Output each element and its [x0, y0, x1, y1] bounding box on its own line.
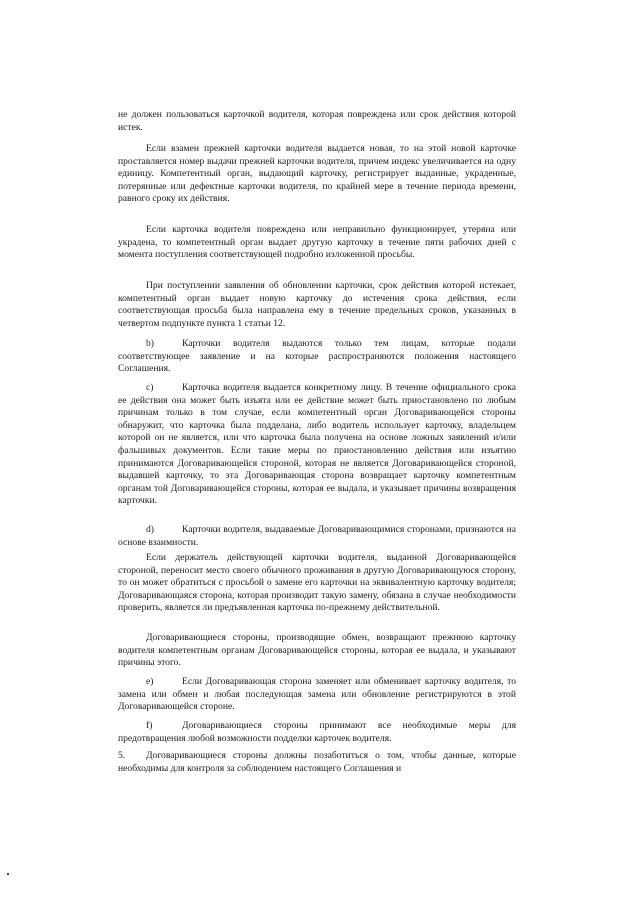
paragraph-c-label: c): [146, 382, 154, 393]
paragraph-card-holder-relocation: Если держатель действующей карточки водителя, выданной Договаривающейся стороной, переносит место своего обычного проживания в другую Договаривающуюся сторону, то он может обратиться с просьбой о замене его карточки на эквивалентную карточку водителя; Договаривающаяся сторона, которая производит такую замену, обязана в случае необходимости проверить, является ли предъявленная карточка по-прежнему действительной.: [118, 552, 516, 614]
paragraph-5: [118, 750, 516, 775]
paragraph-card-exchange: Договаривающиеся стороны, производящие обмен, возвращают прежнюю карточку водителя компетентным органам Договаривающейся стороны, которая ее выдала, и указывают причины этого.: [118, 632, 516, 669]
paragraph-b: [118, 338, 516, 376]
paragraph-continuation: не должен пользоваться карточкой водителя, которая повреждена или срок действия которой истек.: [118, 109, 516, 133]
paragraph-d-text: Карточки водителя, выдаваемые Договаривающимися сторонами, признаются на основе взаимности.: [118, 524, 516, 548]
paragraph-e: [118, 676, 516, 714]
paragraph-c: [118, 382, 516, 508]
paragraph-new-card-replacement: Если взамен прежней карточки водителя выдается новая, то на этой новой карточке проставляется номер выдачи прежней карточки водителя, причем индекс увеличивается на одну единицу. Компетентный орган, выдающий карточку, регистрирует выданные, украденные, потерянные или дефектные карточки водителя, по крайней мере в течение периода времени, равного сроку их действия.: [118, 143, 516, 205]
paragraph-card-renewal: При поступлении заявления об обновлении карточки, срок действия которой истекает, компетентный орган выдает новую карточку до истечения срока действия, если соответствующая просьба была направлена ему в течение предельных сроков, указанных в четвертом подпункте пункта 1 статьи 12.: [118, 280, 516, 329]
paragraph-d-label: d): [146, 524, 154, 535]
paragraph-e-label: e): [146, 676, 154, 687]
paragraph-e-text: Если Договаривающая сторона заменяет или обменивает карточку водителя, то замена или обмен и любая последующая замена или обновление регистрируются в этой Договаривающейся стороне.: [118, 676, 516, 713]
scan-mark: [7, 873, 9, 875]
paragraph-f-label: f): [146, 720, 153, 731]
paragraph-c-text: Карточка водителя выдается конкретному лицу. В течение официального срока ее действия она может быть изъята или ее действие может быть приостановлено по любым причинам только в том случае, если компетентный орган Договаривающейся стороны обнаружит, что карточка была подделана, либо водитель использует карточку, владельцем которой он не является, или что карточка была получена на основе ложных заявлений и/или фальшивых документов. Если такие меры по приостановлению действия или изъятию принимаются Договаривающейся стороной, которая не является Договаривающейся стороной, выдавшей карточку, то эта Договаривающая сторона возвращает карточку компетентным органам той Договаривающейся стороны, которая ее выдала, и указывает причины возвращения карточки.: [118, 382, 516, 507]
paragraph-f: [118, 720, 516, 745]
paragraph-5-label: 5.: [118, 750, 126, 761]
paragraph-b-text: Карточки водителя выдаются только тем лицам, которые подали соответствующее заявление и на которые распространяются положения настоящего Соглашения.: [118, 338, 516, 375]
paragraph-damaged-card: Если карточка водителя повреждена или неправильно функционирует, утеряна или украдена, то компетентный орган выдает другую карточку в течение пяти рабочих дней с момента поступления соответствующей подробно изложенной просьбы.: [118, 224, 516, 261]
paragraph-b-label: b): [146, 338, 154, 349]
paragraph-d: [118, 524, 516, 549]
paragraph-f-text: Договаривающиеся стороны принимают все необходимые меры для предотвращения любой возможности подделки карточек водителя.: [118, 720, 516, 744]
paragraph-5-text: Договаривающиеся стороны должны позаботиться о том, чтобы данные, которые необходимы для контроля за соблюдением настоящего Соглашения и: [118, 750, 516, 774]
